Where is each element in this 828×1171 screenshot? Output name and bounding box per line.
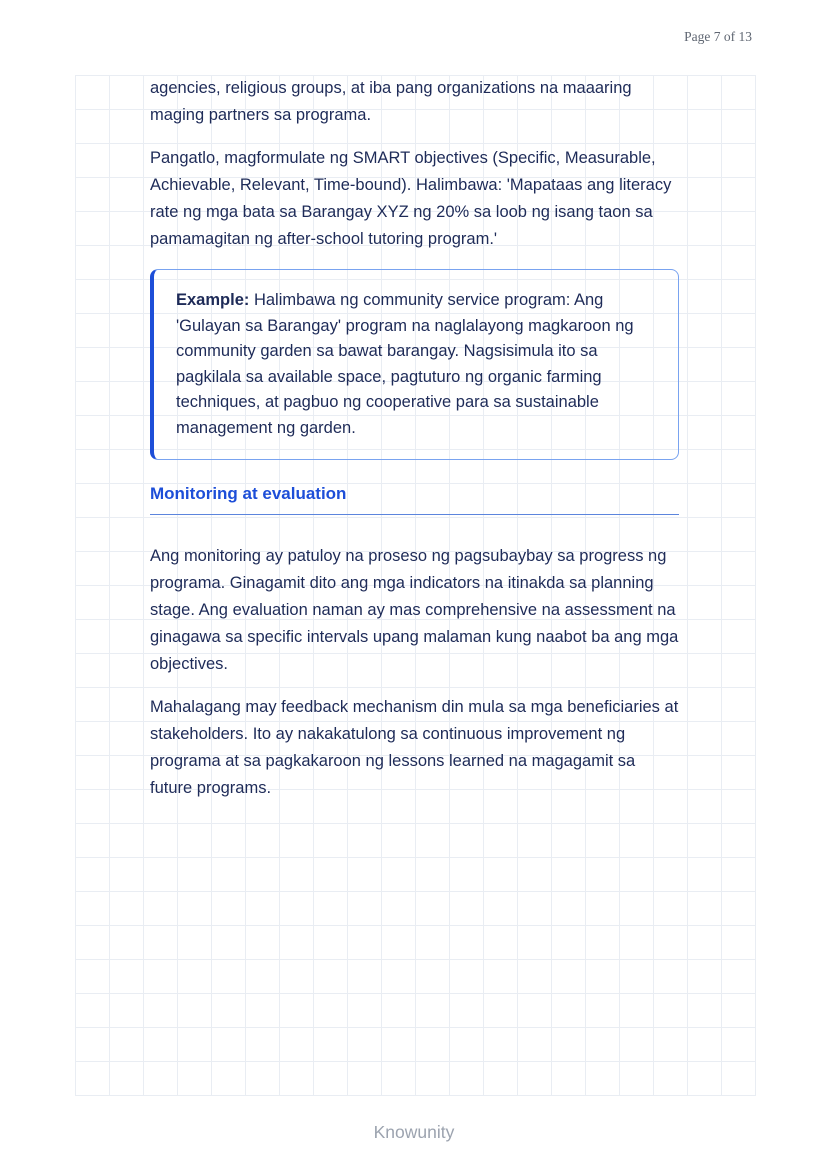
section-heading: Monitoring at evaluation xyxy=(150,484,347,503)
body-paragraph: Mahalagang may feedback mechanism din mula sa mga beneficiaries at stakeholders. Ito ay nakakatulong sa continuous improvement ng programa at sa pagkakaroon ng lessons learned na magagamit sa future programs. xyxy=(150,698,679,797)
document-content xyxy=(150,75,679,818)
body-paragraph: Pangatlo, magformulate ng SMART objectives (Specific, Measurable, Achievable, Relevant, Time-bound). Halimbawa: 'Mapataas ang literacy rate ng mga bata sa Barangay XYZ ng 20% sa loob ng isang taon sa pamamagitan ng after-school tutoring program.' xyxy=(150,149,672,248)
page-indicator: Page 7 of 13 xyxy=(684,29,752,44)
body-paragraph: Ang monitoring ay patuloy na proseso ng pagsubaybay sa progress ng programa. Ginagamit dito ang mga indicators na itinakda sa planning stage. Ang evaluation naman ay mas comprehensive na assessment na ginagawa sa specific intervals upang malaman kung naabot ba ang mga objectives. xyxy=(150,547,679,673)
section-divider xyxy=(150,514,679,515)
example-box xyxy=(150,269,679,460)
example-label: Example: xyxy=(176,291,250,309)
footer-brand: Knowunity xyxy=(373,1122,455,1142)
body-paragraph: agencies, religious groups, at iba pang organizations na maaaring maging partners sa programa. xyxy=(150,79,632,124)
example-text: Halimbawa ng community service program: Ang 'Gulayan sa Barangay' program na naglalayong magkaroon ng community garden sa bawat barangay. Nagsisimula ito sa pagkilala sa available space, pagtuturo ng organic farming techniques, at pagbuo ng cooperative para sa sustainable management ng garden. xyxy=(176,291,634,437)
grid-paper-background xyxy=(75,75,756,1096)
